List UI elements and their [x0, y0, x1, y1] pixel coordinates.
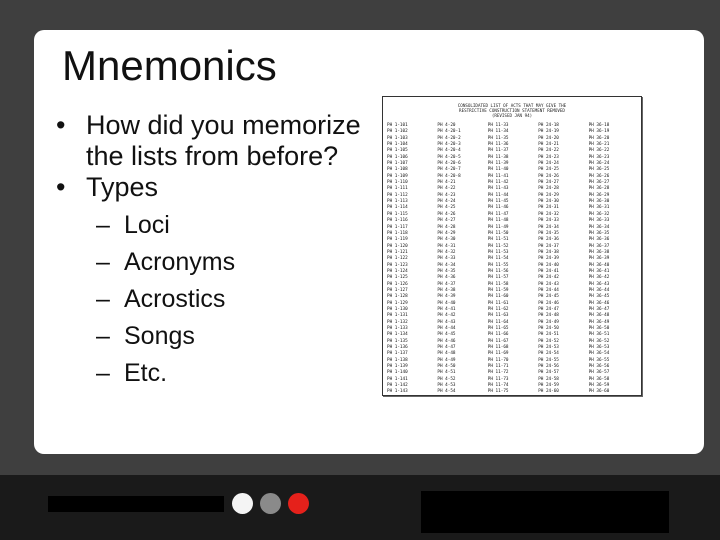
document-entry: PH 1-109 [387, 173, 408, 179]
document-entry: PH 24-29 [538, 192, 559, 198]
document-entry: PH 1-127 [387, 287, 408, 293]
document-entry: PH 36-20 [588, 135, 610, 141]
document-entry: PH 36-35 [588, 230, 610, 236]
document-entry: PH 36-36 [588, 237, 610, 243]
document-columns [387, 123, 639, 395]
document-entry: PH 4-47 [437, 345, 456, 351]
document-entry: PH 4-49 [437, 357, 456, 363]
document-entry: PH 24-54 [538, 351, 559, 357]
document-entry: PH 11-58 [487, 281, 509, 287]
document-entry: PH 1-117 [387, 224, 408, 230]
document-entry: PH 24-46 [538, 300, 559, 306]
document-entry: PH 24-19 [538, 129, 559, 135]
document-entry: PH 11-46 [487, 205, 509, 211]
document-entry: PH 11-45 [487, 199, 509, 205]
left-control-panel [48, 496, 224, 512]
document-entry: PH 4-50 [437, 364, 456, 370]
sub-bullet-text: Loci [124, 211, 170, 239]
document-entry: PH 11-37 [487, 148, 509, 154]
document-entry: PH 4-34 [437, 262, 456, 268]
bullet-dot: • [56, 172, 66, 202]
document-entry: PH 11-33 [487, 123, 509, 128]
document-entry: PH 4-39 [437, 294, 456, 300]
document-entry: PH 4-27 [437, 218, 456, 224]
document-entry: PH 11-57 [487, 275, 509, 281]
document-entry: PH 11-53 [487, 249, 509, 255]
document-entry: PH 36-59 [588, 383, 610, 389]
document-entry: PH 1-113 [387, 199, 408, 205]
document-entry: PH 24-23 [538, 154, 559, 160]
document-entry: PH 1-132 [387, 319, 408, 325]
document-entry: PH 4-52 [437, 376, 456, 382]
document-column [387, 123, 427, 396]
document-entry: PH 11-69 [487, 351, 509, 357]
document-entry: PH 24-55 [538, 357, 559, 363]
document-column [589, 123, 629, 396]
document-entry: PH 24-57 [538, 370, 559, 376]
document-entry: PH 4-53 [437, 383, 456, 389]
document-entry: PH 24-53 [538, 345, 559, 351]
document-entry: PH 1-136 [387, 345, 408, 351]
document-entry: PH 1-120 [387, 243, 408, 249]
document-entry: PH 24-40 [538, 262, 559, 268]
sub-bullet-dash: – [96, 211, 110, 239]
bullet-item [56, 110, 376, 172]
document-entry: PH 36-28 [588, 186, 610, 192]
document-entry: PH 11-65 [487, 326, 509, 331]
document-entry: PH 11-36 [487, 142, 509, 148]
document-entry: PH 24-24 [538, 161, 559, 167]
document-entry: PH 11-60 [487, 294, 509, 300]
document-entry: PH 11-42 [487, 180, 509, 186]
document-column [538, 123, 578, 396]
document-column [437, 123, 477, 396]
document-entry: PH 4-32 [437, 249, 456, 255]
document-entry: PH 1-125 [387, 275, 408, 281]
document-entry: PH 11-55 [487, 262, 509, 268]
document-heading-line: RESTRICTIVE CONSTRUCTION STATEMENT REMOVED [459, 108, 565, 114]
scanned-document-image [382, 96, 642, 396]
document-entry: PH 4-36 [437, 275, 456, 281]
document-entry: PH 1-137 [387, 351, 408, 357]
document-entry: PH 4-41 [437, 306, 456, 312]
document-entry: PH 36-58 [588, 376, 610, 382]
document-heading [383, 103, 641, 119]
document-entry: PH 24-49 [538, 319, 559, 325]
document-entry: PH 24-37 [538, 243, 559, 249]
document-entry: PH 1-123 [387, 262, 408, 268]
document-entry: PH 1-121 [387, 249, 408, 255]
document-entry: PH 11-68 [487, 345, 509, 351]
document-entry: PH 1-106 [387, 154, 408, 160]
document-entry: PH 36-19 [588, 129, 610, 135]
document-entry: PH 11-54 [487, 256, 509, 262]
document-entry: PH 1-135 [387, 338, 408, 344]
document-entry: PH 11-44 [487, 192, 509, 198]
document-entry: PH 36-53 [588, 345, 610, 351]
document-entry: PH 1-101 [387, 123, 408, 128]
document-entry: PH 11-63 [487, 313, 509, 319]
document-entry: PH 4-45 [437, 332, 456, 338]
document-entry: PH 24-22 [538, 148, 559, 154]
document-entry: PH 4-44 [437, 326, 456, 331]
bullet-item [56, 172, 376, 203]
document-entry: PH 11-51 [487, 237, 509, 243]
document-entry: PH 36-46 [588, 300, 610, 306]
document-entry: PH 1-119 [387, 237, 408, 243]
document-entry: PH 24-47 [538, 306, 559, 312]
document-entry: PH 1-112 [387, 192, 408, 198]
document-entry: PH 24-36 [538, 237, 559, 243]
document-entry: PH 11-40 [487, 167, 509, 173]
document-entry: PH 4-43 [437, 319, 456, 325]
document-entry: PH 36-43 [588, 281, 610, 287]
document-entry: PH 36-25 [588, 167, 610, 173]
document-entry: PH 1-105 [387, 148, 408, 154]
document-entry: PH 36-39 [588, 256, 610, 262]
document-entry: PH 4-20-3 [437, 142, 461, 148]
document-entry: PH 11-50 [487, 230, 509, 236]
document-entry: PH 1-142 [387, 383, 408, 389]
document-entry: PH 11-75 [487, 389, 509, 395]
document-entry: PH 11-64 [487, 319, 509, 325]
document-entry: PH 4-37 [437, 281, 456, 287]
document-entry: PH 11-38 [487, 154, 509, 160]
grey-dot-button[interactable] [260, 493, 281, 514]
document-entry: PH 4-21 [437, 180, 456, 186]
document-entry: PH 24-18 [538, 123, 559, 128]
document-entry: PH 1-130 [387, 306, 408, 312]
slide [34, 30, 704, 454]
document-entry: PH 36-22 [588, 148, 610, 154]
document-entry: PH 11-59 [487, 287, 509, 293]
document-entry: PH 1-138 [387, 357, 408, 363]
bullet-text: Types [86, 172, 159, 202]
red-dot-button[interactable] [288, 493, 309, 514]
document-entry: PH 36-38 [588, 249, 610, 255]
document-entry: PH 24-38 [538, 249, 559, 255]
document-entry: PH 24-34 [538, 224, 559, 230]
sub-bullet-dash: – [96, 359, 110, 387]
document-entry: PH 36-24 [588, 161, 610, 167]
document-entry: PH 1-108 [387, 167, 408, 173]
document-entry: PH 36-31 [588, 205, 610, 211]
bullet-dot: • [56, 110, 66, 140]
document-entry: PH 1-131 [387, 313, 408, 319]
document-entry: PH 4-30 [437, 237, 456, 243]
document-entry: PH 4-51 [437, 370, 456, 376]
document-entry: PH 1-134 [387, 332, 408, 338]
sub-bullet-item [96, 355, 376, 392]
document-entry: PH 36-37 [588, 243, 610, 249]
document-entry: PH 24-27 [538, 180, 559, 186]
document-entry: PH 4-22 [437, 186, 456, 192]
document-entry: PH 1-110 [387, 180, 408, 186]
document-entry: PH 36-57 [588, 370, 610, 376]
document-entry: PH 24-59 [538, 383, 559, 389]
document-entry: PH 11-73 [487, 376, 509, 382]
document-entry: PH 24-60 [538, 389, 559, 395]
document-entry: PH 4-29 [437, 230, 456, 236]
sub-bullet-item [96, 318, 376, 355]
document-entry: PH 4-20-6 [437, 161, 461, 167]
document-entry: PH 1-128 [387, 294, 408, 300]
document-entry: PH 11-70 [487, 357, 509, 363]
document-entry: PH 36-45 [588, 294, 610, 300]
document-entry: PH 11-49 [487, 224, 509, 230]
bullet-list [56, 110, 376, 392]
document-entry: PH 24-45 [538, 294, 559, 300]
document-entry: PH 11-41 [487, 173, 509, 179]
document-entry: PH 4-40 [437, 300, 456, 306]
document-entry: PH 4-26 [437, 211, 456, 217]
document-entry: PH 1-107 [387, 161, 408, 167]
document-entry: PH 4-20-7 [437, 167, 461, 173]
document-entry: PH 1-139 [387, 364, 408, 370]
document-entry: PH 4-54 [437, 389, 456, 395]
document-entry: PH 36-52 [588, 338, 610, 344]
document-entry: PH 1-129 [387, 300, 408, 306]
document-entry: PH 36-56 [588, 364, 610, 370]
document-entry: PH 1-122 [387, 256, 408, 262]
document-entry: PH 36-50 [588, 326, 610, 331]
document-entry: PH 11-34 [487, 129, 509, 135]
sub-bullet-item [96, 207, 376, 244]
document-entry: PH 1-111 [387, 186, 408, 192]
document-entry: PH 1-124 [387, 268, 408, 274]
document-entry: PH 1-114 [387, 205, 408, 211]
document-entry: PH 36-40 [588, 262, 610, 268]
white-dot-button[interactable] [232, 493, 253, 514]
document-entry: PH 24-50 [538, 326, 559, 331]
document-entry: PH 24-21 [538, 142, 559, 148]
sub-bullet-text: Songs [124, 322, 195, 350]
document-entry: PH 1-143 [387, 389, 408, 395]
document-entry: PH 24-44 [538, 287, 559, 293]
document-column [488, 123, 528, 396]
document-entry: PH 11-48 [487, 218, 509, 224]
document-entry: PH 4-23 [437, 192, 456, 198]
document-entry: PH 36-23 [588, 154, 610, 160]
document-entry: PH 36-54 [588, 351, 610, 357]
document-entry: PH 11-56 [487, 268, 509, 274]
document-entry: PH 4-33 [437, 256, 456, 262]
document-entry: PH 36-42 [588, 275, 610, 281]
document-entry: PH 36-44 [588, 287, 610, 293]
document-entry: PH 1-116 [387, 218, 408, 224]
document-entry: PH 11-62 [487, 306, 509, 312]
document-entry: PH 36-27 [588, 180, 610, 186]
sub-bullet-text: Etc. [124, 359, 168, 387]
document-entry: PH 36-21 [588, 142, 610, 148]
document-entry: PH 11-61 [487, 300, 509, 306]
document-entry: PH 24-42 [538, 275, 559, 281]
document-entry: PH 1-133 [387, 326, 408, 331]
document-entry: PH 36-47 [588, 306, 610, 312]
document-entry: PH 4-20-5 [437, 154, 461, 160]
document-entry: PH 1-126 [387, 281, 408, 287]
document-entry: PH 11-72 [487, 370, 509, 376]
document-entry: PH 24-41 [538, 268, 559, 274]
document-entry: PH 24-43 [538, 281, 559, 287]
document-entry: PH 24-58 [538, 376, 559, 382]
document-entry: PH 36-29 [588, 192, 610, 198]
document-entry: PH 24-39 [538, 256, 559, 262]
right-control-panel [421, 491, 669, 533]
document-heading-line: (REVISED JAN 94) [491, 113, 533, 119]
sub-bullet-item [96, 244, 376, 281]
document-entry: PH 4-31 [437, 243, 456, 249]
document-entry: PH 1-104 [387, 142, 408, 148]
document-entry: PH 4-25 [437, 205, 456, 211]
document-entry: PH 1-141 [387, 376, 408, 382]
document-entry: PH 11-43 [487, 186, 509, 192]
document-entry: PH 11-47 [487, 211, 509, 217]
document-entry: PH 24-56 [538, 364, 559, 370]
document-entry: PH 24-51 [538, 332, 559, 338]
document-entry: PH 4-20-1 [437, 129, 461, 135]
document-entry: PH 24-28 [538, 186, 559, 192]
document-entry: PH 36-49 [588, 319, 610, 325]
document-entry: PH 24-52 [538, 338, 559, 344]
document-entry: PH 11-74 [487, 383, 509, 389]
sub-bullet-dash: – [96, 322, 110, 350]
document-entry: PH 24-35 [538, 230, 559, 236]
document-entry: PH 36-33 [588, 218, 610, 224]
document-entry: PH 36-48 [588, 313, 610, 319]
sub-bullet-dash: – [96, 285, 110, 313]
document-entry: PH 4-24 [437, 199, 456, 205]
document-entry: PH 4-46 [437, 338, 456, 344]
document-entry: PH 24-32 [538, 211, 559, 217]
document-entry: PH 1-103 [387, 135, 408, 141]
document-heading-line: CONSOLIDATED LIST OF ACTS THAT MAY GIVE THE [457, 103, 567, 108]
document-entry: PH 4-20-4 [437, 148, 461, 154]
document-entry: PH 1-115 [387, 211, 408, 217]
document-entry: PH 4-20 [437, 123, 456, 128]
document-entry: PH 24-33 [538, 218, 559, 224]
document-entry: PH 24-31 [538, 205, 559, 211]
document-entry: PH 1-118 [387, 230, 408, 236]
document-entry: PH 36-51 [588, 332, 610, 338]
document-entry: PH 36-55 [588, 357, 610, 363]
bullet-text: How did you memorize the lists from before? [86, 110, 361, 171]
document-entry: PH 4-28 [437, 224, 456, 230]
document-entry: PH 11-66 [487, 332, 509, 338]
document-entry: PH 36-41 [588, 268, 610, 274]
document-entry: PH 24-20 [538, 135, 559, 141]
document-entry: PH 11-67 [487, 338, 509, 344]
document-entry: PH 36-18 [588, 123, 610, 128]
document-entry: PH 4-48 [437, 351, 456, 357]
slide-title: Mnemonics [62, 42, 277, 89]
document-entry: PH 4-20-2 [437, 135, 461, 141]
document-entry: PH 11-71 [487, 364, 509, 370]
sub-bullet-item [96, 281, 376, 318]
document-entry: PH 36-34 [588, 224, 610, 230]
document-entry: PH 4-35 [437, 268, 456, 274]
document-entry: PH 11-35 [487, 135, 509, 141]
document-entry: PH 4-42 [437, 313, 456, 319]
document-entry: PH 24-30 [538, 199, 559, 205]
document-entry: PH 11-52 [487, 243, 509, 249]
document-entry: PH 24-26 [538, 173, 559, 179]
sub-bullet-text: Acronyms [124, 248, 236, 276]
document-entry: PH 1-102 [387, 129, 408, 135]
document-entry: PH 1-140 [387, 370, 408, 376]
document-entry: PH 24-48 [538, 313, 559, 319]
document-entry: PH 4-20-8 [437, 173, 461, 179]
sub-bullet-text: Acrostics [124, 285, 226, 313]
document-entry: PH 36-60 [588, 389, 610, 395]
document-entry: PH 4-38 [437, 287, 456, 293]
document-entry: PH 36-32 [588, 211, 610, 217]
document-entry: PH 36-26 [588, 173, 610, 179]
document-entry: PH 36-30 [588, 199, 610, 205]
document-entry: PH 11-39 [487, 161, 509, 167]
document-entry: PH 24-25 [538, 167, 559, 173]
sub-bullet-dash: – [96, 248, 110, 276]
